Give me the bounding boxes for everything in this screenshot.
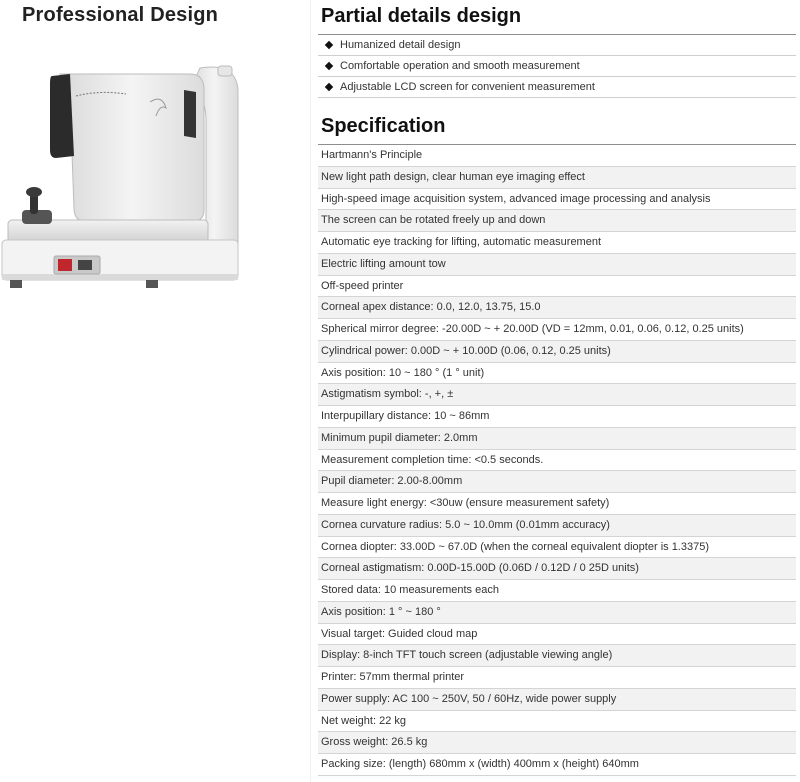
details-list: [318, 34, 796, 98]
spec-row: Corneal apex distance: 0.0, 12.0, 13.75, 15.0: [318, 297, 796, 319]
spec-row: Electric lifting amount tow: [318, 254, 796, 276]
spec-row: Interpupillary distance: 10 ~ 86mm: [318, 406, 796, 428]
spec-row: Display: 8-inch TFT touch screen (adjustable viewing angle): [318, 645, 796, 667]
spec-row: Astigmatism symbol: -, +, ±: [318, 384, 796, 406]
spec-row: Cylindrical power: 0.00D ~ + 10.00D (0.06, 0.12, 0.25 units): [318, 341, 796, 363]
spec-row: Printer: 57mm thermal printer: [318, 667, 796, 689]
spec-row: Measure light energy: <30uw (ensure measurement safety): [318, 493, 796, 515]
column-divider: [310, 0, 311, 782]
specification-title: Specification: [321, 115, 446, 137]
diamond-bullet-icon: [325, 41, 333, 49]
spec-row: Axis position: 1 ° ~ 180 °: [318, 602, 796, 624]
spec-row: Pupil diameter: 2.00-8.00mm: [318, 471, 796, 493]
spec-row: Automatic eye tracking for lifting, automatic measurement: [318, 232, 796, 254]
spec-row: Off-speed printer: [318, 276, 796, 298]
spec-row: Cornea curvature radius: 5.0 ~ 10.0mm (0.01mm accuracy): [318, 515, 796, 537]
spec-row: Gross weight: 26.5 kg: [318, 732, 796, 754]
spec-row: Axis position: 10 ~ 180 ° (1 ° unit): [318, 363, 796, 385]
spec-row: The screen can be rotated freely up and down: [318, 210, 796, 232]
spec-row: Measurement completion time: <0.5 seconds.: [318, 450, 796, 472]
spec-row: Packing size: (length) 680mm x (width) 400mm x (height) 640mm: [318, 754, 796, 776]
detail-item: [318, 35, 796, 56]
spec-row: Stored data: 10 measurements each: [318, 580, 796, 602]
diamond-bullet-icon: [325, 62, 333, 70]
spec-row: Minimum pupil diameter: 2.0mm: [318, 428, 796, 450]
spec-row: Hartmann's Principle: [318, 145, 796, 167]
specification-table: [318, 144, 796, 776]
detail-item-label: Adjustable LCD screen for convenient measurement: [340, 80, 595, 93]
detail-item: [318, 77, 796, 98]
spec-row: New light path design, clear human eye imaging effect: [318, 167, 796, 189]
spec-row: Visual target: Guided cloud map: [318, 624, 796, 646]
auto-refractometer-image: [0, 60, 250, 292]
detail-item: [318, 56, 796, 77]
spec-row: Net weight: 22 kg: [318, 711, 796, 733]
left-column: [0, 0, 300, 782]
detail-item-label: Humanized detail design: [340, 38, 461, 51]
professional-design-title: Professional Design: [22, 4, 219, 26]
detail-item-label: Comfortable operation and smooth measurement: [340, 59, 580, 72]
spec-row: Spherical mirror degree: -20.00D ~ + 20.00D (VD = 12mm, 0.01, 0.06, 0.12, 0.25 units): [318, 319, 796, 341]
diamond-bullet-icon: [325, 83, 333, 91]
spec-row: High-speed image acquisition system, advanced image processing and analysis: [318, 189, 796, 211]
spec-row: Power supply: AC 100 ~ 250V, 50 / 60Hz, wide power supply: [318, 689, 796, 711]
spec-row: Corneal astigmatism: 0.00D-15.00D (0.06D / 0.12D / 0 25D units): [318, 558, 796, 580]
spec-row: Cornea diopter: 33.00D ~ 67.0D (when the corneal equivalent diopter is 1.3375): [318, 537, 796, 559]
partial-details-title: Partial details design: [321, 5, 522, 27]
